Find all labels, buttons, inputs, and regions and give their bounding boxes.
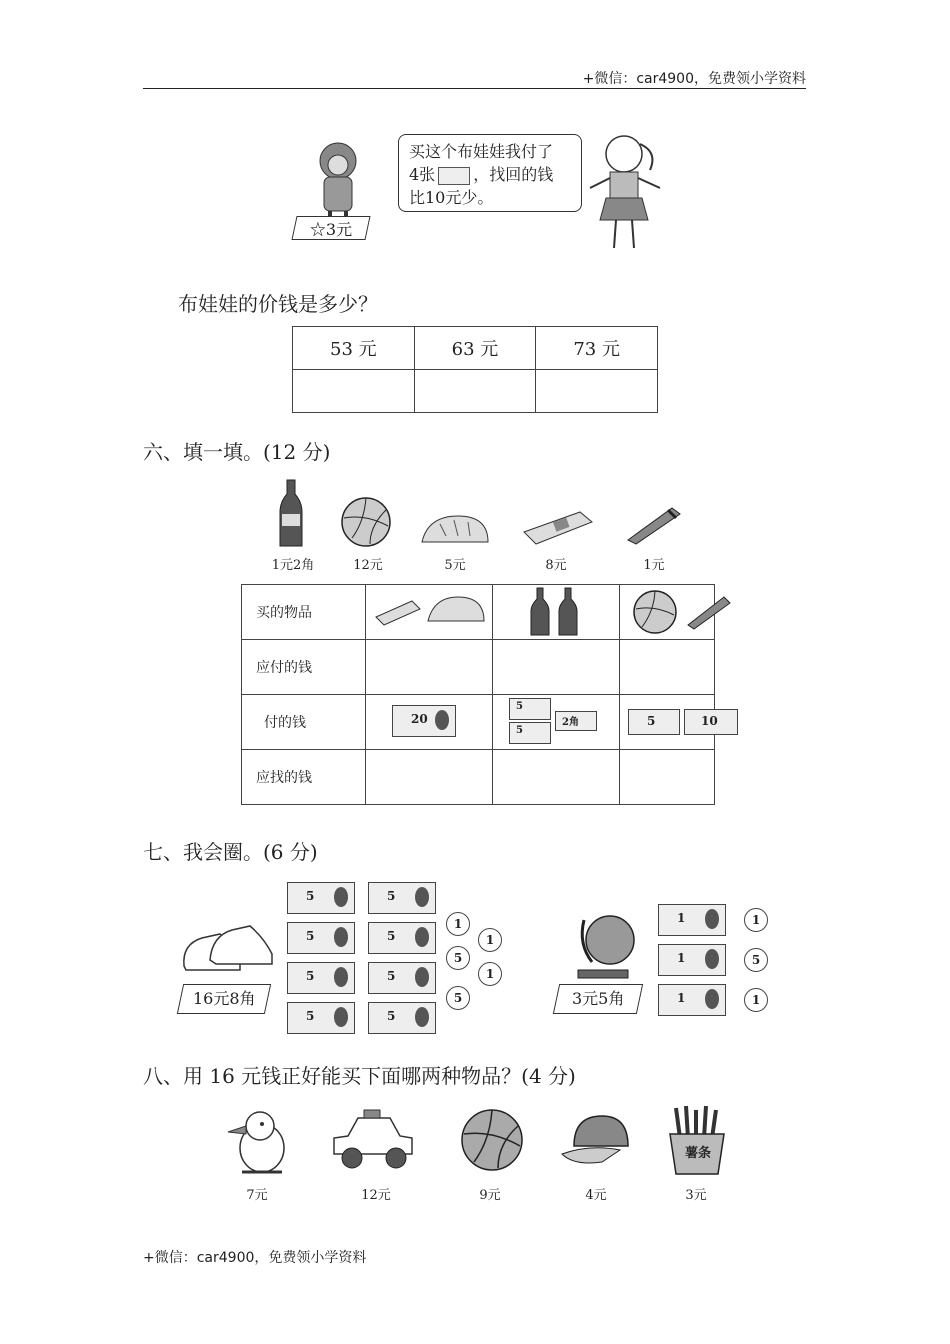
item-price: 4元 [585,1188,607,1203]
doll-price-options-table [292,326,658,413]
item-price: 12元 [353,558,383,573]
item-price: 12元 [361,1188,391,1203]
item-price: 1元2角 [271,558,315,573]
banknote-icon[interactable]: 1 [658,984,726,1016]
banknote-icon[interactable]: 5 [287,922,355,954]
answer-cell[interactable] [536,370,658,413]
pen-icon [622,500,686,546]
globe-price-tag: 3元5角 [553,984,643,1014]
coin-icon[interactable]: 1 [744,988,768,1012]
volleyball-icon [340,496,392,548]
banknote-icon[interactable]: 1 [658,944,726,976]
item-price: 5元 [444,558,466,573]
banknote-icon: 5 [628,709,680,735]
coin-icon[interactable]: 1 [478,928,502,952]
answer-cell[interactable] [493,750,620,805]
girl-icon [582,130,672,260]
penguin-toy-icon [222,1106,292,1176]
item-price: 9元 [479,1188,501,1203]
footer-text: +微信：car4900，免费领小学资料 [143,1250,367,1266]
bread-icon [418,512,492,548]
coin-icon[interactable]: 5 [446,946,470,970]
bubble-line2-pre: 4张 [409,165,436,184]
banknote-icon[interactable]: 5 [368,962,436,994]
doll-question: 布娃娃的价钱是多少？ [178,292,378,316]
fries-icon [666,1104,728,1176]
banknote-icon[interactable]: 5 [287,882,355,914]
banknote-icon: 20 [392,705,456,737]
pencil-box-icon [520,506,596,548]
globe-icon [570,910,642,982]
section6-title: 六、填一填。(12 分) [143,440,331,464]
item-price: 3元 [685,1188,707,1203]
items-cell-1 [366,585,493,640]
shoes-icon [180,916,276,974]
answer-cell[interactable] [414,370,536,413]
banknote-icon[interactable]: 5 [368,882,436,914]
answer-cell[interactable] [293,370,415,413]
ball-icon [460,1108,524,1172]
paid-cell-1 [366,695,493,750]
answer-cell[interactable] [366,640,493,695]
row-label-change: 应找的钱 [242,750,366,805]
header-text: +微信：car4900，免费领小学资料 [582,71,806,87]
banknote-icon[interactable]: 1 [658,904,726,936]
row-label-paid: 付的钱 [242,695,366,750]
banknote-icon[interactable]: 5 [287,962,355,994]
items-cell-3 [620,585,715,640]
item-price: 7元 [246,1188,268,1203]
coin-icon[interactable]: 1 [744,908,768,932]
doll-price-tag: ☆3元 [291,216,370,240]
pencil-box-icon [374,597,422,627]
header-rule [143,88,806,89]
items-cell-2 [493,585,620,640]
answer-cell[interactable] [493,640,620,695]
bubble-line2-post: ，找回的钱 [473,165,554,184]
row-label-due: 应付的钱 [242,640,366,695]
section8-title: 八、用 16 元钱正好能买下面哪两种物品？(4 分) [143,1064,576,1088]
purchase-table [241,584,718,805]
banknote-icon [438,167,470,185]
answer-cell[interactable] [620,640,715,695]
cap-icon [560,1110,636,1170]
cola-bottle-icon [557,587,579,637]
paid-cell-3 [620,695,718,750]
banknote-icon[interactable]: 5 [287,1002,355,1034]
banknote-icon: 2角 [555,711,597,731]
section7-title: 七、我会圈。(6 分) [143,840,318,864]
item-price: 1元 [643,558,665,573]
volleyball-icon [632,589,678,635]
cola-bottle-icon [276,478,306,550]
answer-cell[interactable] [366,750,493,805]
paid-cell-2 [493,695,620,750]
banknote-icon: 5 [509,698,551,720]
option-53: 53 元 [293,327,415,370]
bubble-line3: 比10元少。 [409,188,494,207]
fries-label: 薯条 [684,1146,711,1161]
coin-icon[interactable]: 5 [446,986,470,1010]
pen-icon [684,591,734,631]
option-73: 73 元 [536,327,658,370]
bread-icon [426,595,486,625]
speech-bubble [398,134,582,212]
cola-bottle-icon [529,587,551,637]
banknote-icon: 5 [509,722,551,744]
banknote-icon[interactable]: 5 [368,922,436,954]
shoes-price-tag: 16元8角 [177,984,271,1014]
coin-icon[interactable]: 1 [478,962,502,986]
banknote-icon[interactable]: 5 [368,1002,436,1034]
row-label-items: 买的物品 [242,585,366,640]
coin-icon[interactable]: 1 [446,912,470,936]
bubble-line1: 买这个布娃娃我付了 [409,142,554,161]
answer-cell[interactable] [620,750,715,805]
banknote-icon: 10 [684,709,738,735]
option-63: 63 元 [414,327,536,370]
item-price: 8元 [545,558,567,573]
coin-icon[interactable]: 5 [744,948,768,972]
toy-car-icon [328,1108,416,1172]
